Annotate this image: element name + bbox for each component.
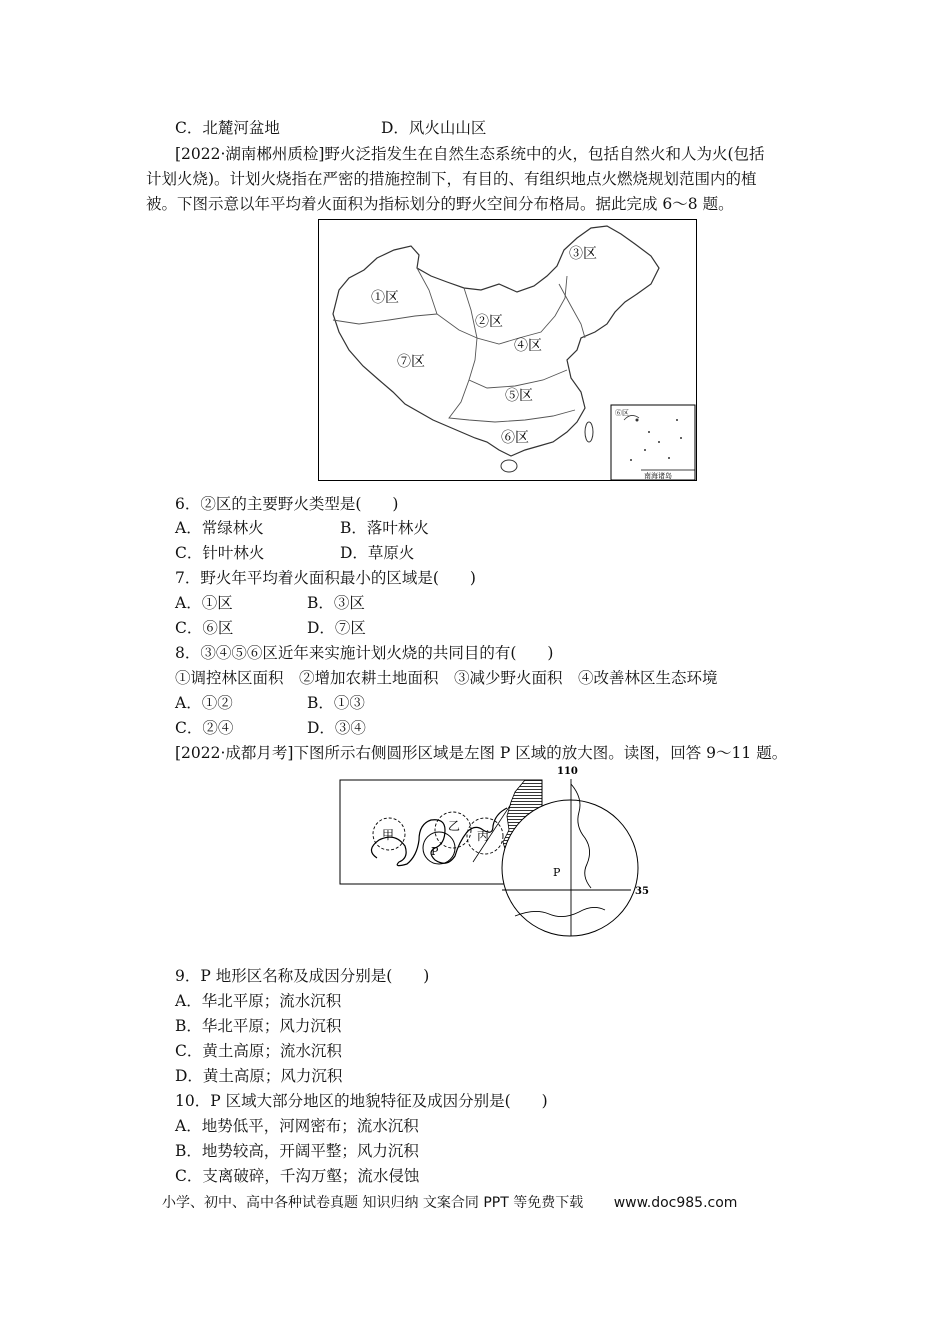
- intro1-line2: 计划火烧)。计划火烧指在严密的措施控制下，有目的、有组织地点火燃烧规划范围内的植: [146, 170, 757, 188]
- region-label-1: ①区: [371, 290, 399, 306]
- q9-stem: 9．P 地形区名称及成因分别是( ): [175, 967, 430, 985]
- intro1-line1: [2022·湖南郴州质检]野火泛指发生在自然生态系统中的火，包括自然火和人为火(包括: [175, 145, 765, 163]
- q10-stem: 10．P 区域大部分地区的地貌特征及成因分别是( ): [175, 1092, 548, 1110]
- q7-option-a: A．①区: [175, 594, 233, 612]
- label-jia: 甲: [382, 828, 395, 842]
- footer-url[interactable]: www.doc985.com: [613, 1195, 738, 1211]
- region-border-6: [559, 284, 585, 338]
- region-label-5: ⑤区: [505, 388, 533, 404]
- inset-label: 南海诸岛: [644, 472, 672, 480]
- q8-stem: 8．③④⑤⑥区近年来实施计划火烧的共同目的有( ): [175, 644, 554, 662]
- q5-option-c: C．北麓河盆地: [175, 119, 280, 137]
- q8-option-b: B．①③: [307, 694, 365, 712]
- label-p-large: P: [553, 866, 561, 879]
- q7-option-d: D．⑦区: [307, 619, 366, 637]
- footer-text: 小学、初中、高中各种试卷真题 知识归纳 文案合同 PPT 等免费下载: [162, 1195, 584, 1211]
- q10-option-b: B．地势较高，开阔平整；风力沉积: [175, 1142, 419, 1160]
- loess-map: [335, 764, 649, 944]
- q8-option-c: C．②④: [175, 719, 234, 737]
- region-border-2: [417, 268, 477, 338]
- china-map-svg: [319, 220, 696, 480]
- q8-option-a: A．①②: [175, 694, 233, 712]
- label-110: 110: [557, 766, 578, 777]
- q6-option-c: C．针叶林火: [175, 544, 265, 562]
- region-label-7: ⑦区: [397, 354, 425, 370]
- region-border-3: [464, 276, 567, 344]
- q10-option-a: A．地势低平，河网密布；流水沉积: [175, 1117, 419, 1135]
- footer: [162, 1192, 737, 1212]
- intro1-line3: 被。下图示意以年平均着火面积为指标划分的野火空间分布格局。据此完成 6～8 题。: [146, 195, 734, 213]
- china-wildfire-map: [318, 219, 697, 481]
- taiwan-island: [585, 422, 593, 442]
- inset-corner-label: ⑥区: [615, 409, 629, 417]
- q7-option-b: B．③区: [307, 594, 365, 612]
- label-p-small: P: [431, 845, 439, 858]
- q9-option-c: C．黄土高原；流水沉积: [175, 1042, 342, 1060]
- region-label-2: ②区: [475, 314, 503, 330]
- region-border-1: [333, 314, 437, 324]
- q6-option-a: A．常绿林火: [175, 519, 264, 537]
- q7-stem: 7．野火年平均着火面积最小的区域是( ): [175, 569, 476, 587]
- hainan-island: [501, 460, 517, 472]
- region-label-3: ③区: [569, 246, 597, 262]
- loess-map-svg: [335, 764, 649, 944]
- q6-option-b: B．落叶林火: [340, 519, 429, 537]
- q7-option-c: C．⑥区: [175, 619, 234, 637]
- label-bing: 丙: [477, 829, 490, 843]
- q6-stem: 6．②区的主要野火类型是( ): [175, 495, 399, 513]
- label-yi: 乙: [448, 819, 461, 833]
- q6-option-d: D．草原火: [340, 544, 415, 562]
- q9-option-d: D．黄土高原；风力沉积: [175, 1067, 343, 1085]
- q10-option-c: C．支离破碎，千沟万壑；流水侵蚀: [175, 1167, 420, 1185]
- region-label-4: ④区: [514, 338, 542, 354]
- q5-option-d: D．风火山山区: [381, 119, 487, 137]
- q8-option-d: D．③④: [307, 719, 366, 737]
- intro2: [2022·成都月考]下图所示右侧圆形区域是左图 P 区域的放大图。读图，回答 9～11 题。: [175, 744, 788, 762]
- q9-option-b: B．华北平原；风力沉积: [175, 1017, 342, 1035]
- q8-items: ①调控林区面积 ②增加农耕土地面积 ③减少野火面积 ④改善林区生态环境: [175, 669, 718, 687]
- label-35: 35: [635, 886, 649, 897]
- region-label-6: ⑥区: [501, 430, 529, 446]
- q9-option-a: A．华北平原；流水沉积: [175, 992, 342, 1010]
